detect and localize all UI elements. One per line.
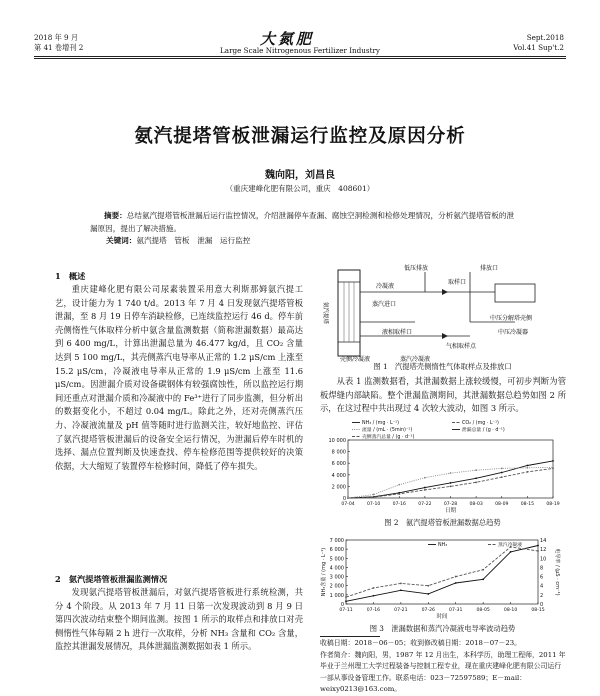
label-cold: 冷凝液 xyxy=(376,283,395,290)
y-tick-label: 3 000 xyxy=(329,574,344,581)
data-point xyxy=(552,460,554,462)
data-point xyxy=(526,465,528,467)
x-tick-label: 07-11 xyxy=(339,608,353,613)
x-tick-label: 08-09 xyxy=(495,502,509,507)
authors: 魏向阳，刘昌良 xyxy=(265,170,335,181)
data-point xyxy=(373,595,375,597)
x-axis-label: 时间 xyxy=(436,614,448,620)
x-axis-label: 日期 xyxy=(444,508,457,514)
legend-entry: NH₃ / (mg · L⁻¹) xyxy=(362,421,399,426)
section-2-body xyxy=(55,586,303,654)
right-column-body xyxy=(320,375,566,416)
right-column-text: 从表 1 监测数据看，其泄漏数据上涨较缓慢，可初步判断为管板焊缝内部缺陷。整个泄漏监测期间，其泄漏数据总趋势如图 2 所示，在这过程中共出现过 4 次较大波动，如图 3 所示。 xyxy=(320,376,566,414)
abstract xyxy=(90,210,520,235)
data-point xyxy=(552,466,554,468)
keywords-text: 氨汽提塔 管板 泄漏 运行监控 xyxy=(136,236,251,245)
series-line-0 xyxy=(346,546,538,602)
x-tick-label: 08-15 xyxy=(531,608,545,613)
data-point xyxy=(400,583,402,585)
y-axis-label: NH₃含量 / (mg · L⁻¹) xyxy=(321,547,327,597)
section-1-body xyxy=(55,283,303,473)
data-point xyxy=(373,587,375,589)
y2-tick-label: 4 xyxy=(540,583,544,590)
data-point xyxy=(398,484,400,486)
x-tick-label: 08-19 xyxy=(546,502,560,507)
x-tick-label: 07-16 xyxy=(366,608,381,613)
y2-tick-label: 14 xyxy=(540,538,547,544)
data-point xyxy=(424,489,426,491)
data-point xyxy=(455,576,457,578)
keywords xyxy=(106,236,526,246)
header-rule xyxy=(34,56,566,57)
affiliation: （重庆建峰化肥有限公司，重庆 408601） xyxy=(225,184,375,193)
label-gas-sample: 气相取样点 xyxy=(446,343,477,350)
data-point xyxy=(475,481,477,483)
label-tower: 氨汽提塔 xyxy=(322,302,328,325)
data-point xyxy=(501,472,503,474)
legend-entry: 蒸汽冷凝液 xyxy=(498,543,522,548)
legend-entry: NH₃ xyxy=(438,543,448,548)
x-tick-label: 07-26 xyxy=(421,608,435,613)
data-point xyxy=(537,550,539,552)
y-tick-label: 5 000 xyxy=(329,556,344,563)
y2-tick-label: 12 xyxy=(540,547,547,554)
x-tick-label: 07-31 xyxy=(449,608,463,613)
data-point xyxy=(501,468,503,470)
y2-tick-label: 10 xyxy=(540,556,547,563)
data-point xyxy=(482,569,484,571)
data-point xyxy=(373,496,375,498)
x-tick-label: 07-22 xyxy=(418,502,432,507)
section-1-text: 重庆建峰化肥有限公司尿素装置采用意大利斯那姆氨汽提工艺，设计能力为 1 740 t/d。2013 年 7 月 4 日发现氨汽提塔管板泄漏，至 8 月 19 日停车消缺检修，已连续监控运行 46 d。停车前壳侧惰性气体取样分析中氨含量监测数据（简称泄漏数据）最高达到 6 400 mg/L，计算出泄漏总量为 46.477 kg/d，且 CO₂ 含量达到 5 100 mg/L，其壳侧蒸汽电导率从正常的 1.2 μS/cm 上涨至 15.2 μS/cm，冷凝液电导率从正常的 1.9 μS/cm 上涨至 11.6 μS/cm。因泄漏介质对设备碳钢体有较强腐蚀性，所以监控运行期间还重点对泄漏介质和冷凝液中的 Fe³⁺进行了同步监测，但分析出的数据变化小，不超过 0.04 mg/L。除此之外，还对壳侧蒸汽压力、冷凝液流量及 pH 值等随时进行监测关注，较好地监控、评估了氨汽提塔管板泄漏后的设备安全运行情况，为泄漏后停车时机的选择、漏点位置判断及快速查找、停车检修范围等提供较好的决策依据，大大缩短了装置停车检修时间，降低了停车损失。 xyxy=(55,284,303,471)
header-date: 2018 年 9 月 xyxy=(34,33,79,42)
figure-3-chart xyxy=(318,532,568,622)
y2-tick-label: 0 xyxy=(540,602,544,608)
header-volume-en: Vol.41 Sup't.2 xyxy=(513,43,564,52)
label-medium-cond: 中压冷凝器 xyxy=(498,329,529,336)
data-point xyxy=(510,551,512,553)
label-sample: 取样口 xyxy=(448,279,467,286)
y-tick-label: 6 000 xyxy=(329,547,344,554)
journal-english-name: Large Scale Nitrogenous Fertilizer Industry xyxy=(220,46,380,55)
y-tick-label: 4 000 xyxy=(331,472,346,479)
plot-frame xyxy=(346,540,538,604)
x-tick-label: 07-10 xyxy=(366,502,381,507)
plot-frame xyxy=(348,440,553,498)
y-tick-label: 0 xyxy=(340,602,344,608)
legend-entry: 壳侧蒸汽总量 / (g · d⁻¹) xyxy=(362,435,415,440)
y-tick-label: 6 000 xyxy=(331,461,346,468)
series-line-1 xyxy=(346,547,538,597)
y2-axis-label: 电导率 / (μS · cm⁻¹) xyxy=(554,548,560,596)
header-date-en: Sept.2018 xyxy=(526,33,564,42)
legend-entry: 流量 / (mL · (5min)⁻¹) xyxy=(362,428,413,433)
y2-tick-label: 2 xyxy=(540,592,544,599)
data-point xyxy=(475,477,477,479)
data-point xyxy=(450,482,452,484)
header-rule-2 xyxy=(34,58,566,59)
y-tick-label: 1 000 xyxy=(329,592,344,599)
label-low-vent: 低压排放 xyxy=(404,265,429,272)
data-point xyxy=(475,469,477,471)
y2-tick-label: 8 xyxy=(540,565,544,572)
header-volume: 第 41 卷增刊 2 xyxy=(34,43,84,52)
data-point xyxy=(424,487,426,489)
data-point xyxy=(427,593,429,595)
x-tick-label: 08-15 xyxy=(520,502,535,507)
data-point xyxy=(424,477,426,479)
y-tick-label: 10 000 xyxy=(328,438,346,444)
keywords-label: 关键词： xyxy=(106,236,137,245)
label-vent: 排放口 xyxy=(480,265,499,272)
legend-entry: 泄漏总量 / (g · d⁻¹) xyxy=(462,428,505,433)
section-1-heading: 1 概述 xyxy=(55,271,86,281)
y-tick-label: 2 000 xyxy=(329,583,344,590)
abstract-text: 总结氨汽提塔管板泄漏后运行监控情况，介绍泄漏停车查漏、腐蚀空洞检测和检修处理情况，分析氨汽提塔管板的泄漏原因，提出了解决措施。 xyxy=(90,211,515,233)
y2-tick-label: 6 xyxy=(540,574,544,581)
data-point xyxy=(482,578,484,580)
data-point xyxy=(345,600,347,602)
footnote-received: 收稿日期：2018－06－05；收到修改稿日期：2018－07－23。 xyxy=(320,639,522,647)
y-tick-label: 4 000 xyxy=(329,565,344,572)
label-liquid-sample: 液相取样口 xyxy=(382,329,413,336)
x-tick-label: 07-21 xyxy=(394,608,408,613)
data-point xyxy=(450,486,452,488)
data-point xyxy=(347,497,349,499)
x-tick-label: 07-16 xyxy=(392,502,406,507)
x-tick-label: 08-03 xyxy=(469,502,483,507)
data-point xyxy=(373,494,375,496)
data-point xyxy=(400,589,402,591)
journal-logo: 大氮肥 xyxy=(260,30,315,48)
label-medium-sep: 中压分解塔壳侧 xyxy=(490,315,533,322)
data-point xyxy=(526,467,528,469)
figure-3-caption: 图 3 泄漏数据和蒸汽冷凝液电导率波动趋势 xyxy=(369,624,516,633)
label-steam-inlet: 蒸汽进口 xyxy=(372,301,397,308)
y-tick-label: 2 000 xyxy=(331,484,346,491)
label-shell-cond: 壳侧冷凝液 xyxy=(340,356,371,363)
y-tick-label: 8 000 xyxy=(331,449,346,456)
figure-2-chart xyxy=(318,418,568,516)
x-tick-label: 08-10 xyxy=(503,608,518,613)
data-point xyxy=(450,472,452,474)
y-tick-label: 7 000 xyxy=(329,538,344,544)
figure-1-diagram xyxy=(320,262,565,362)
x-tick-label: 07-28 xyxy=(443,502,458,507)
section-2-text: 发现氨汽提塔管板泄漏后，对氨汽提塔管板进行系统检测，共分 4 个阶段。从 2013 年 7 月 11 日第一次发现波动到 8 月 9 日第四次波动结束整个期间监测。按图 1 所示的取样点和排放口对壳侧惰性气体每隔 2 h 进行一次取样，分析 NH₃ 含量和 CO₂ 含量，监控其泄漏发展情况，具体泄漏监测数据如表 1 所示。 xyxy=(55,587,303,652)
data-point xyxy=(398,493,400,495)
data-point xyxy=(455,582,457,584)
data-point xyxy=(501,476,503,478)
data-point xyxy=(526,471,528,473)
footnote-rule xyxy=(320,636,380,637)
section-2-heading: 2 氨汽提塔管板泄漏监测情况 xyxy=(55,574,168,584)
data-point xyxy=(345,596,347,598)
y-tick-label: 0 xyxy=(342,496,346,502)
footnote-bio: 作者简介：魏向阳，男，1987 年 12 月出生，本科学历，助理工程师，2011 年毕业于兰州理工大学过程装备与控制工程专业，现在重庆建峰化肥有限公司运行一部从事设备管理工作。联系电话：023－72597589；E－mail：weixy0213@163.com。 xyxy=(320,651,566,694)
page-title: 氨汽提塔管板泄漏运行监控及原因分析 xyxy=(134,126,466,147)
abstract-label: 摘要： xyxy=(104,211,127,220)
figure-1-caption: 图 1 汽提塔壳侧惰性气体取样点及排放口 xyxy=(373,362,512,371)
legend-entry: CO₂ / (mg · L⁻¹) xyxy=(462,421,499,426)
x-tick-label: 07-04 xyxy=(341,502,355,507)
label-steam-cond: 蒸汽冷凝液 xyxy=(400,356,431,363)
data-point xyxy=(537,545,539,547)
x-tick-label: 08-05 xyxy=(476,608,490,613)
data-point xyxy=(427,585,429,587)
figure-2-caption: 图 2 氨汽提塔管板泄漏数据总趋势 xyxy=(384,518,501,527)
